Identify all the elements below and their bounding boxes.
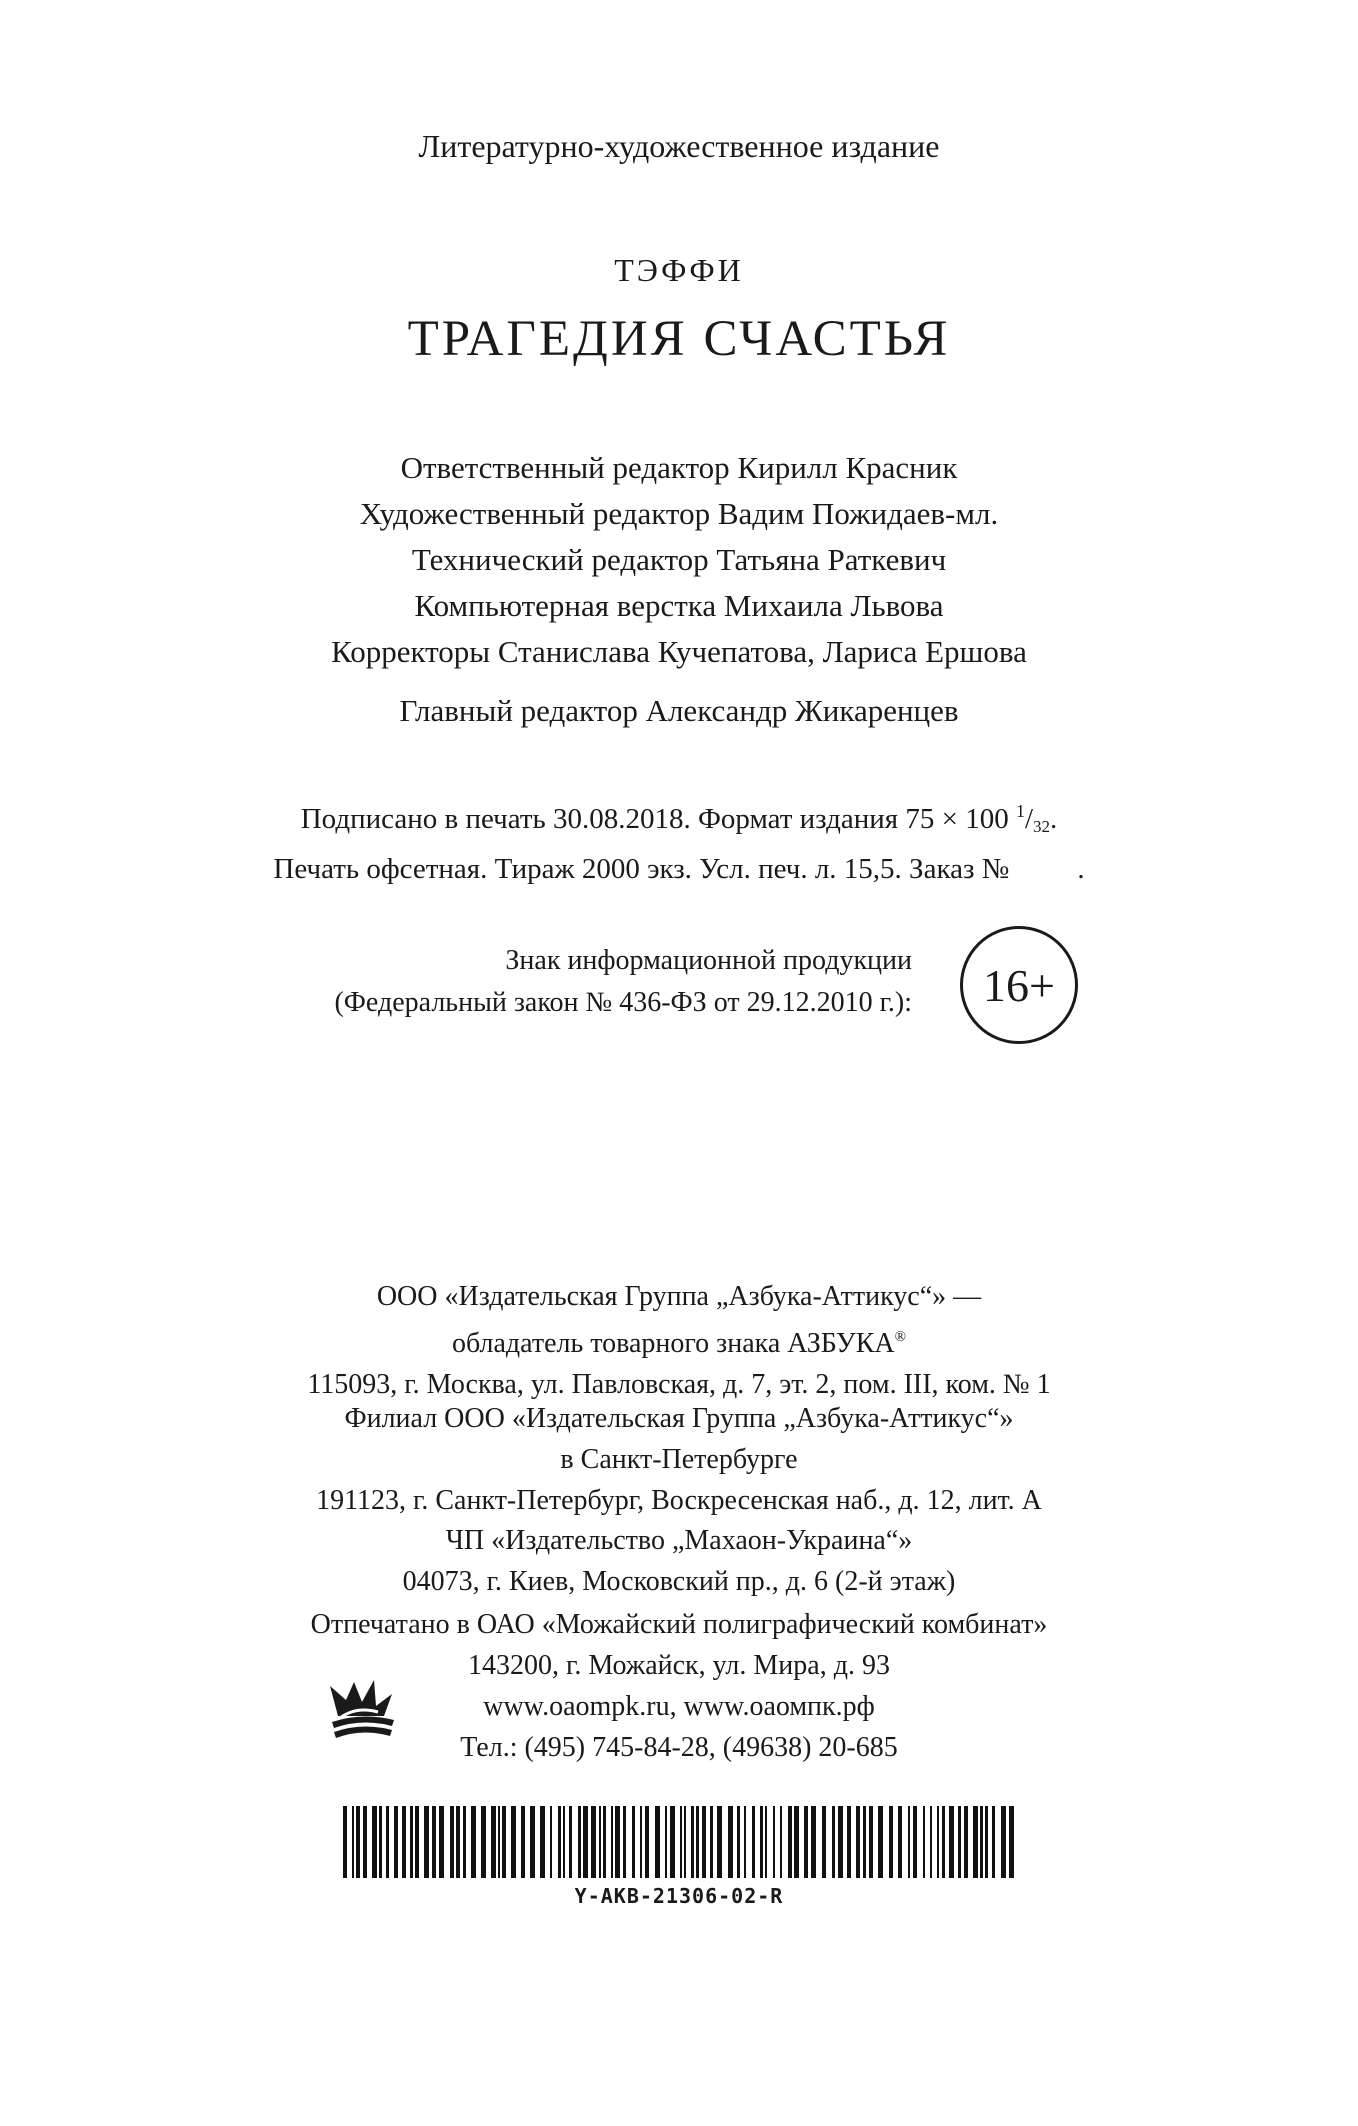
print-info-line-2: Печать офсетная. Тираж 2000 экз. Усл. печ. л. 15,5. Заказ № . — [273, 853, 1085, 885]
credits-block — [0, 445, 1358, 675]
barcode — [343, 1806, 1015, 1878]
print-info — [0, 790, 1358, 890]
printer-logo-icon — [326, 1676, 398, 1744]
credit-line: Художественный редактор Вадим Пожидаев-мл. — [359, 496, 999, 531]
registered-mark: ® — [894, 1329, 907, 1345]
branch-block: Филиал ООО «Издательская Группа „Азбука-Аттикус“» в Санкт-Петербурге 191123, г. Санкт-Петербург, Воскресенская наб., д. 12, лит. А — [316, 1403, 1042, 1516]
credit-line: Компьютерная верстка Михаила Львова — [414, 588, 944, 623]
ukraine-publisher-block: ЧП «Издательство „Махаон-Украина“» 04073, г. Киев, Московский пр., д. 6 (2-й этаж) — [402, 1525, 956, 1597]
age-rating-badge: 16+ — [960, 926, 1078, 1044]
publisher-block: ООО «Издательская Группа „Азбука-Аттикус“» — обладатель товарного знака АЗБУКА® 115093, г. Москва, ул. Павловская, д. 7, эт. 2, пом. III, ком. № 1 — [307, 1281, 1051, 1400]
printer-block: Отпечатано в ОАО «Можайский полиграфический комбинат» 143200, г. Можайск, ул. Мира, д. 93 www.oaompk.ru, www.оаомпк.рф Тел.: (495) 745-84-28, (49638) 20-685 — [310, 1609, 1048, 1763]
credit-line: Технический редактор Татьяна Раткевич — [411, 542, 947, 577]
format-fraction: $^1/_{32}$ — [1015, 801, 1051, 836]
edition-type: Литературно-художественное издание — [418, 128, 940, 164]
chief-editor: Главный редактор Александр Жикаренцев — [399, 693, 959, 728]
barcode-code: Y-AKB-21306-02-R — [574, 1884, 784, 1908]
book-title: ТРАГЕДИЯ СЧАСТЬЯ — [407, 311, 951, 367]
info-product-sign: Знак информационной продукции (Федеральный закон № 436-ФЗ от 29.12.2010 г.): — [334, 945, 912, 1018]
credit-line: Корректоры Станислава Кучепатова, Лариса Ершова — [331, 634, 1027, 669]
credit-line: Ответственный редактор Кирилл Красник — [400, 450, 958, 485]
print-info-line-1: Подписано в печать 30.08.2018. Формат издания 75 × 100 $^1/_{32}$. — [300, 801, 1058, 836]
author-name: ТЭФФИ — [614, 252, 744, 288]
